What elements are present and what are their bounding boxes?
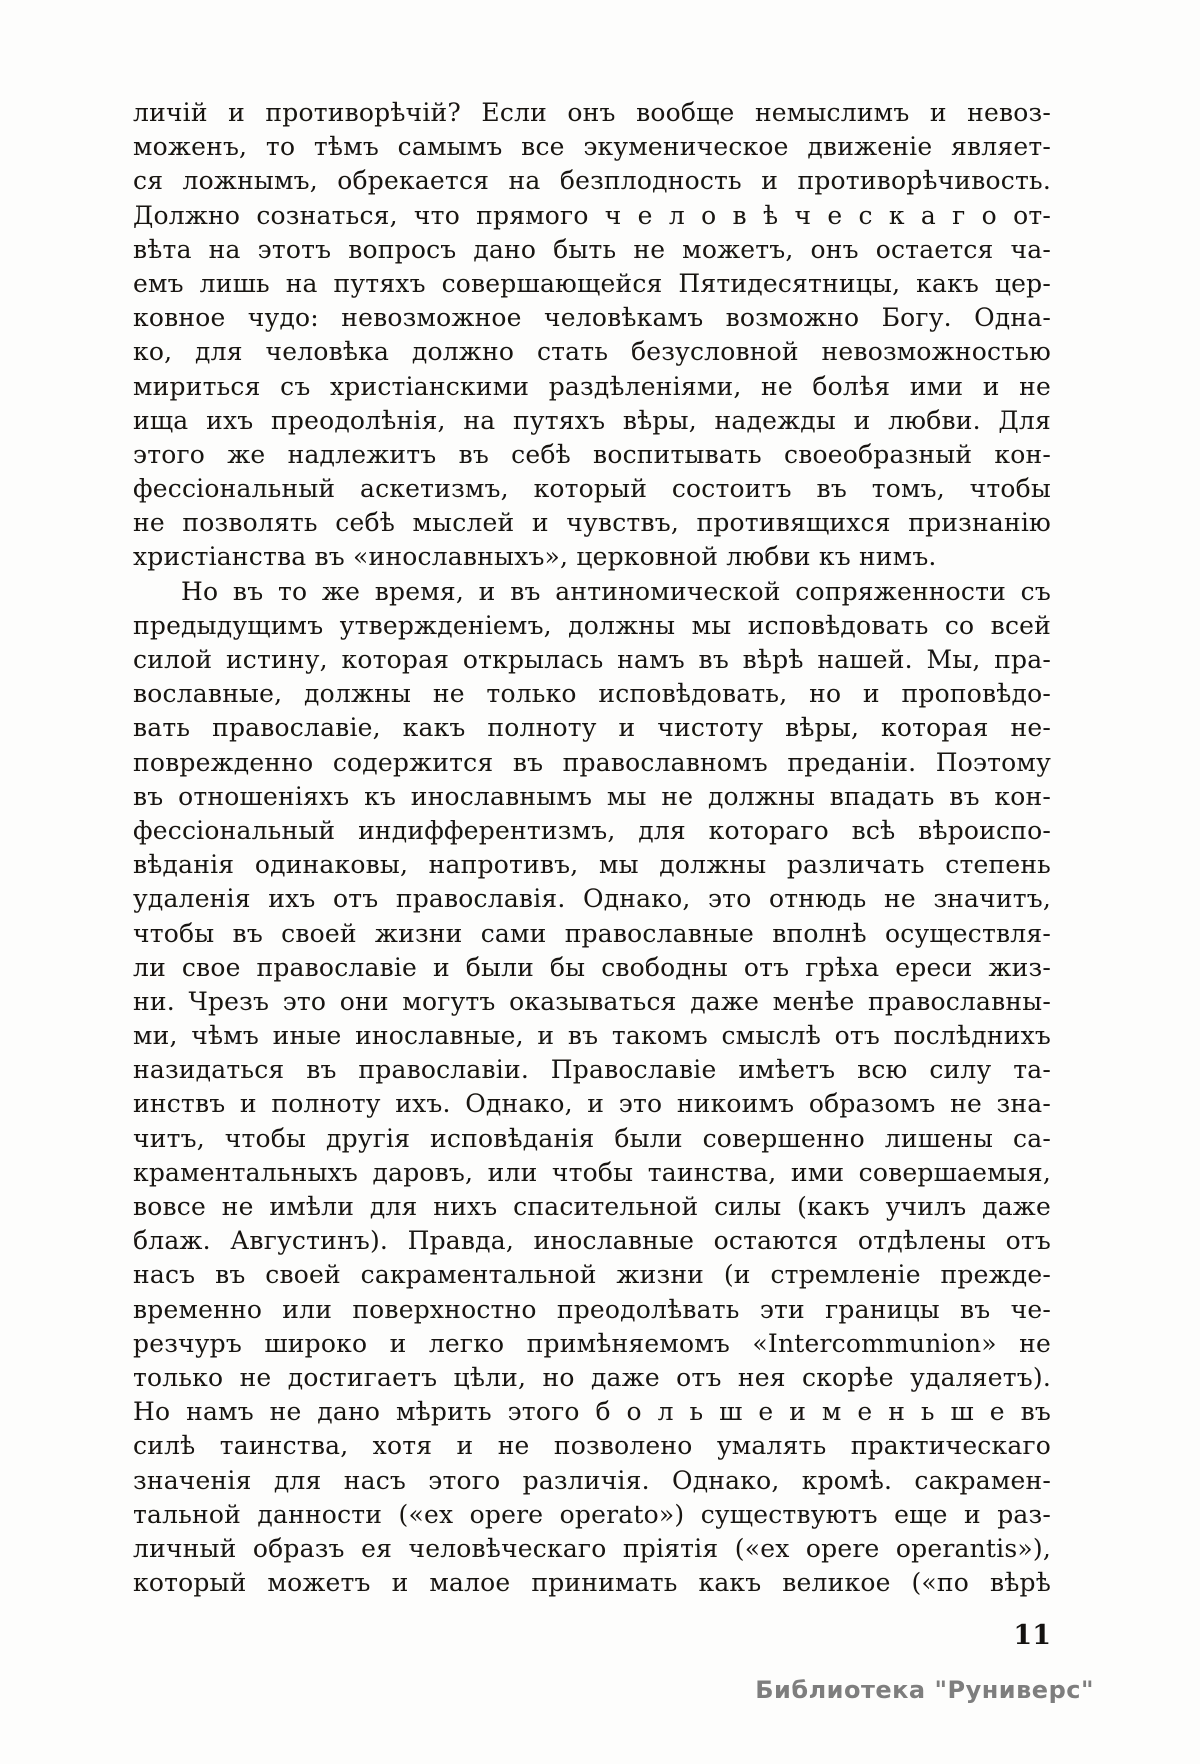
text-line: блаж. Августинъ). Правда, инославные остаются отдѣлены отъ — [133, 1226, 1051, 1256]
text-line: только не достигаетъ цѣли, но даже отъ нея скорѣе удаляетъ). — [133, 1362, 1051, 1392]
text-line: Но въ то же время, и въ антиномической сопряженности съ — [181, 576, 1051, 606]
text-line: въ отношеніяхъ къ инославнымъ мы не должны впадать въ кон- — [133, 781, 1051, 811]
text-line: ни. Чрезъ это они могутъ оказываться даже менѣе православны- — [133, 986, 1051, 1016]
library-watermark: Библиотека "Руниверс" — [755, 1676, 1094, 1704]
text-line: Но намъ не дано мѣрить этого б о л ь ш е и м е н ь ш е въ — [133, 1397, 1051, 1427]
text-line: ми, чѣмъ иные инославные, и въ такомъ смыслѣ отъ послѣднихъ — [133, 1021, 1051, 1051]
text-line: силой истину, которая открылась намъ въ вѣрѣ нашей. Мы, пра- — [133, 645, 1051, 674]
page-number: 11 — [1013, 1620, 1051, 1651]
text-line: вать православіе, какъ полноту и чистоту вѣры, которая не- — [133, 713, 1051, 743]
text-line: ся ложнымъ, обрекается на безплодность и противорѣчивость. — [133, 166, 1051, 196]
text-line: моженъ, то тѣмъ самымъ все экуменическое движеніе являет- — [133, 132, 1051, 162]
text-line: ковное чудо: невозможное человѣкамъ возможно Богу. Одна- — [133, 303, 1051, 333]
page-text-block — [133, 96, 1051, 1600]
text-line: личный образъ ея человѣческаго пріятія («ex opere operantis»), — [133, 1533, 1051, 1563]
text-line: вѣданія одинаковы, напротивъ, мы должны различать степень — [133, 850, 1051, 880]
text-line: вовсе не имѣли для нихъ спасительной силы (какъ училъ даже — [133, 1192, 1051, 1221]
text-line: личій и противорѣчій? Если онъ вообще немыслимъ и невоз- — [133, 98, 1051, 127]
text-line: ко, для человѣка должно стать безусловной невозможностью — [133, 337, 1051, 367]
text-line: ища ихъ преодолѣнія, на путяхъ вѣры, надежды и любви. Для — [133, 405, 1051, 435]
text-line: христіанства въ «инославныхъ», церковной любви къ нимъ. — [133, 542, 937, 572]
text-line: удаленія ихъ отъ православія. Однако, это отнюдь не значитъ, — [133, 884, 1051, 914]
text-line: насъ въ своей сакраментальной жизни (и стремленіе прежде- — [133, 1260, 1051, 1290]
text-line: резчуръ широко и легко примѣняемомъ «Intercommunion» не — [133, 1328, 1051, 1358]
text-line: не позволять себѣ мыслей и чувствъ, противящихся признанію — [133, 508, 1051, 538]
text-line: Должно сознаться, что прямого ч е л о в ѣ ч е с к а г о от- — [133, 200, 1051, 230]
text-line: этого же надлежитъ въ себѣ воспитывать своеобразный кон- — [133, 439, 1051, 469]
text-line: значенія для насъ этого различія. Однако, кромѣ. сакрамен- — [133, 1465, 1051, 1495]
text-line: предыдущимъ утвержденіемъ, должны мы исповѣдовать со всей — [133, 610, 1051, 640]
text-line: временно или поверхностно преодолѣвать эти границы въ че- — [133, 1294, 1051, 1324]
text-line: который можетъ и малое принимать какъ великое («по вѣрѣ — [133, 1568, 1051, 1598]
text-line: читъ, чтобы другія исповѣданія были совершенно лишены са- — [133, 1123, 1051, 1153]
text-line: вославные, должны не только исповѣдовать, но и проповѣдо- — [133, 679, 1051, 709]
text-line: мириться съ христіанскими раздѣленіями, не болѣя ими и не — [133, 371, 1051, 401]
text-line: емъ лишь на путяхъ совершающейся Пятидесятницы, какъ цер- — [133, 268, 1051, 298]
text-line: инствъ и полноту ихъ. Однако, и это никоимъ образомъ не зна- — [133, 1089, 1051, 1119]
text-line: фессіональный аскетизмъ, который состоитъ въ томъ, чтобы — [133, 474, 1051, 504]
text-line: тальной данности («ex opere operato») существуютъ еще и раз- — [133, 1499, 1051, 1529]
text-line: назидаться въ православіи. Православіе имѣетъ всю силу та- — [133, 1055, 1051, 1085]
text-line: ли свое православіе и были бы свободны отъ грѣха ереси жиз- — [133, 952, 1051, 982]
text-line: силѣ таинства, хотя и не позволено умалять практическаго — [133, 1431, 1051, 1461]
text-line: краментальныхъ даровъ, или чтобы таинства, ими совершаемыя, — [133, 1157, 1051, 1187]
text-line: поврежденно содержится въ православномъ преданіи. Поэтому — [133, 747, 1051, 777]
text-line: вѣта на этотъ вопросъ дано быть не можетъ, онъ остается ча- — [133, 234, 1051, 264]
text-line: фессіональный индифферентизмъ, для котораго всѣ вѣроиспо- — [133, 815, 1051, 845]
text-line: чтобы въ своей жизни сами православные вполнѣ осуществля- — [133, 918, 1051, 948]
